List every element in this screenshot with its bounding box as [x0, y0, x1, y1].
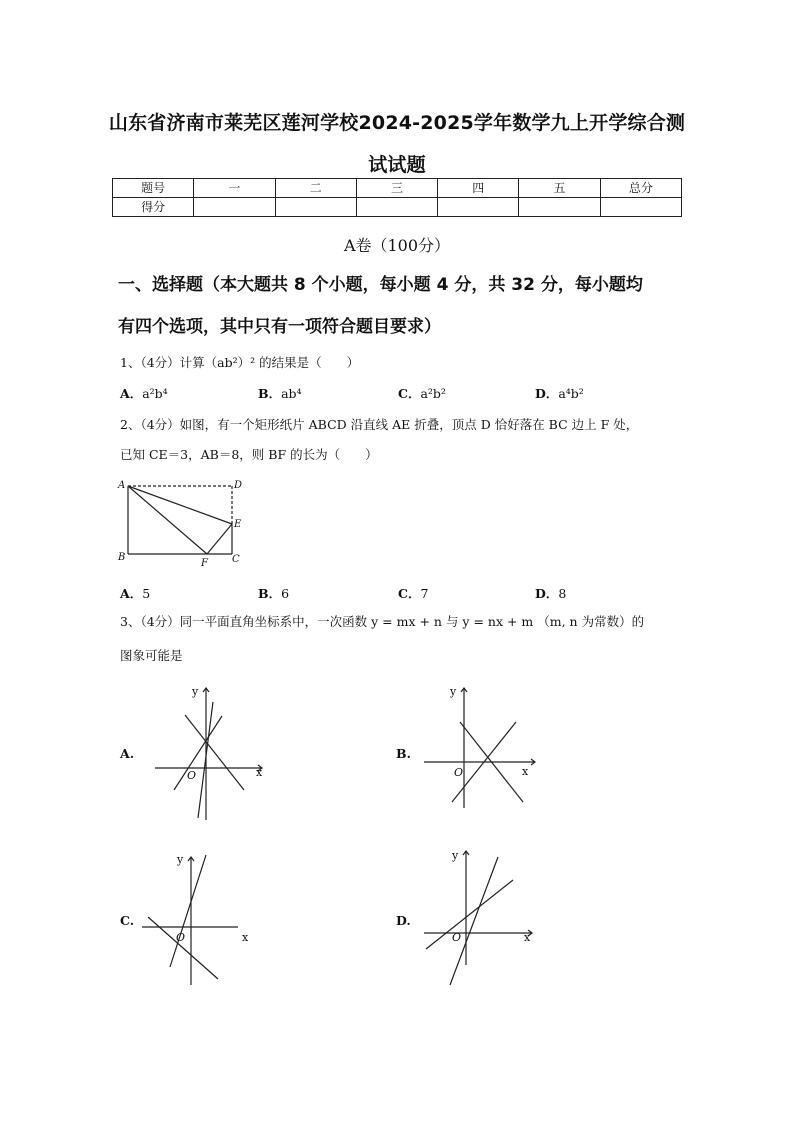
- option-text: 6: [281, 586, 290, 601]
- q2-option-c: [398, 584, 428, 602]
- q3-option-c-graph: [140, 845, 270, 990]
- score-table-cell: 题号: [113, 179, 194, 198]
- score-table-cell: 一: [194, 179, 275, 198]
- option-text: 7: [420, 586, 429, 601]
- y-axis-label: y: [452, 849, 459, 862]
- q2-option-a: [120, 584, 150, 602]
- score-table: [112, 178, 682, 217]
- option-text: ab⁴: [281, 386, 302, 401]
- q3-option-c-label: C.: [120, 913, 135, 928]
- q2-option-b: [258, 584, 289, 602]
- score-table-cell: [356, 198, 437, 217]
- section-heading-line1: 一、选择题（本大题共 8 个小题，每小题 4 分，共 32 分，每小题均: [118, 275, 643, 295]
- y-axis-label: y: [450, 685, 457, 698]
- option-label: C．: [398, 586, 421, 601]
- volume-label: A卷（100分）: [343, 236, 451, 255]
- origin-label: O: [452, 931, 462, 944]
- option-label: B．: [258, 386, 282, 401]
- question-1-stem: 1、（4分）计算（ab²）² 的结果是（ ）: [120, 355, 360, 370]
- q3-option-d-graph: [420, 845, 550, 990]
- segment-af: [128, 486, 207, 554]
- score-table-score-row: [113, 198, 682, 217]
- line-1: [426, 880, 513, 949]
- x-axis-label: x: [256, 766, 263, 779]
- origin-label: O: [187, 769, 197, 782]
- y-axis-label: y: [192, 685, 199, 698]
- origin-label: O: [454, 766, 464, 779]
- score-table-cell: [519, 198, 600, 217]
- q1-option-b: [258, 384, 302, 402]
- option-text: a²b⁴: [142, 386, 168, 401]
- x-axis-label: x: [522, 765, 529, 778]
- option-label: C．: [398, 386, 421, 401]
- option-label: D．: [535, 386, 559, 401]
- page-title-line1: 山东省济南市莱芜区莲河学校2024-2025学年数学九上开学综合测: [108, 112, 686, 134]
- question-3-stem-line1: 3、（4分）同一平面直角坐标系中，一次函数 y = mx + n 与 y = nx + m （m, n 为常数）的: [120, 614, 645, 629]
- score-table-cell: 四: [438, 179, 519, 198]
- score-table-cell: 五: [519, 179, 600, 198]
- line-1: [170, 855, 206, 967]
- label-e: E: [234, 519, 242, 530]
- q1-option-d: [535, 384, 584, 402]
- option-label: A．: [120, 586, 143, 601]
- q3-option-a-graph: [150, 680, 280, 825]
- page-title-line2: 试试题: [368, 154, 426, 176]
- y-axis-label: y: [177, 853, 184, 866]
- option-text: a⁴b²: [558, 386, 584, 401]
- score-table-cell: [600, 198, 681, 217]
- q3-option-d-label: D.: [396, 913, 411, 928]
- origin-label: O: [176, 931, 186, 944]
- score-table-cell: [275, 198, 356, 217]
- option-text: a²b²: [420, 386, 446, 401]
- option-label: A．: [120, 386, 143, 401]
- q1-option-a: [120, 384, 168, 402]
- score-table-header-row: [113, 179, 682, 198]
- q1-option-c: [398, 384, 446, 402]
- q3-option-b-label: B.: [396, 746, 411, 761]
- score-table-cell: 三: [356, 179, 437, 198]
- fold-line-ae: [128, 486, 232, 524]
- score-table-cell: 得分: [113, 198, 194, 217]
- line-2: [450, 857, 498, 985]
- section-heading-line2: 有四个选项，其中只有一项符合题目要求）: [118, 317, 441, 337]
- label-a: A: [118, 480, 126, 491]
- label-f: F: [201, 558, 208, 569]
- label-d: D: [234, 480, 243, 491]
- x-axis-label: x: [524, 931, 531, 944]
- score-table-cell: [194, 198, 275, 217]
- question-2-stem-line2: 已知 CE＝3，AB＝8，则 BF 的长为（ ）: [120, 447, 378, 462]
- score-table-cell: [438, 198, 519, 217]
- segment-fe: [207, 524, 232, 554]
- label-c: C: [232, 554, 240, 565]
- q2-rectangle-figure: [115, 476, 255, 572]
- x-axis-label: x: [242, 931, 249, 944]
- option-text: 8: [558, 586, 567, 601]
- q2-option-d: [535, 584, 566, 602]
- option-label: D．: [535, 586, 559, 601]
- score-table-cell: 二: [275, 179, 356, 198]
- q3-option-a-label: A.: [120, 746, 135, 761]
- option-text: 5: [142, 586, 151, 601]
- q3-option-b-graph: [420, 680, 550, 825]
- option-label: B．: [258, 586, 282, 601]
- score-table-cell: 总分: [600, 179, 681, 198]
- label-b: B: [118, 552, 126, 563]
- question-2-stem-line1: 2、（4分）如图，有一个矩形纸片 ABCD 沿直线 AE 折叠，顶点 D 恰好落在 BC 边上 F 处，: [120, 417, 639, 432]
- question-3-stem-line2: 图象可能是: [120, 648, 183, 663]
